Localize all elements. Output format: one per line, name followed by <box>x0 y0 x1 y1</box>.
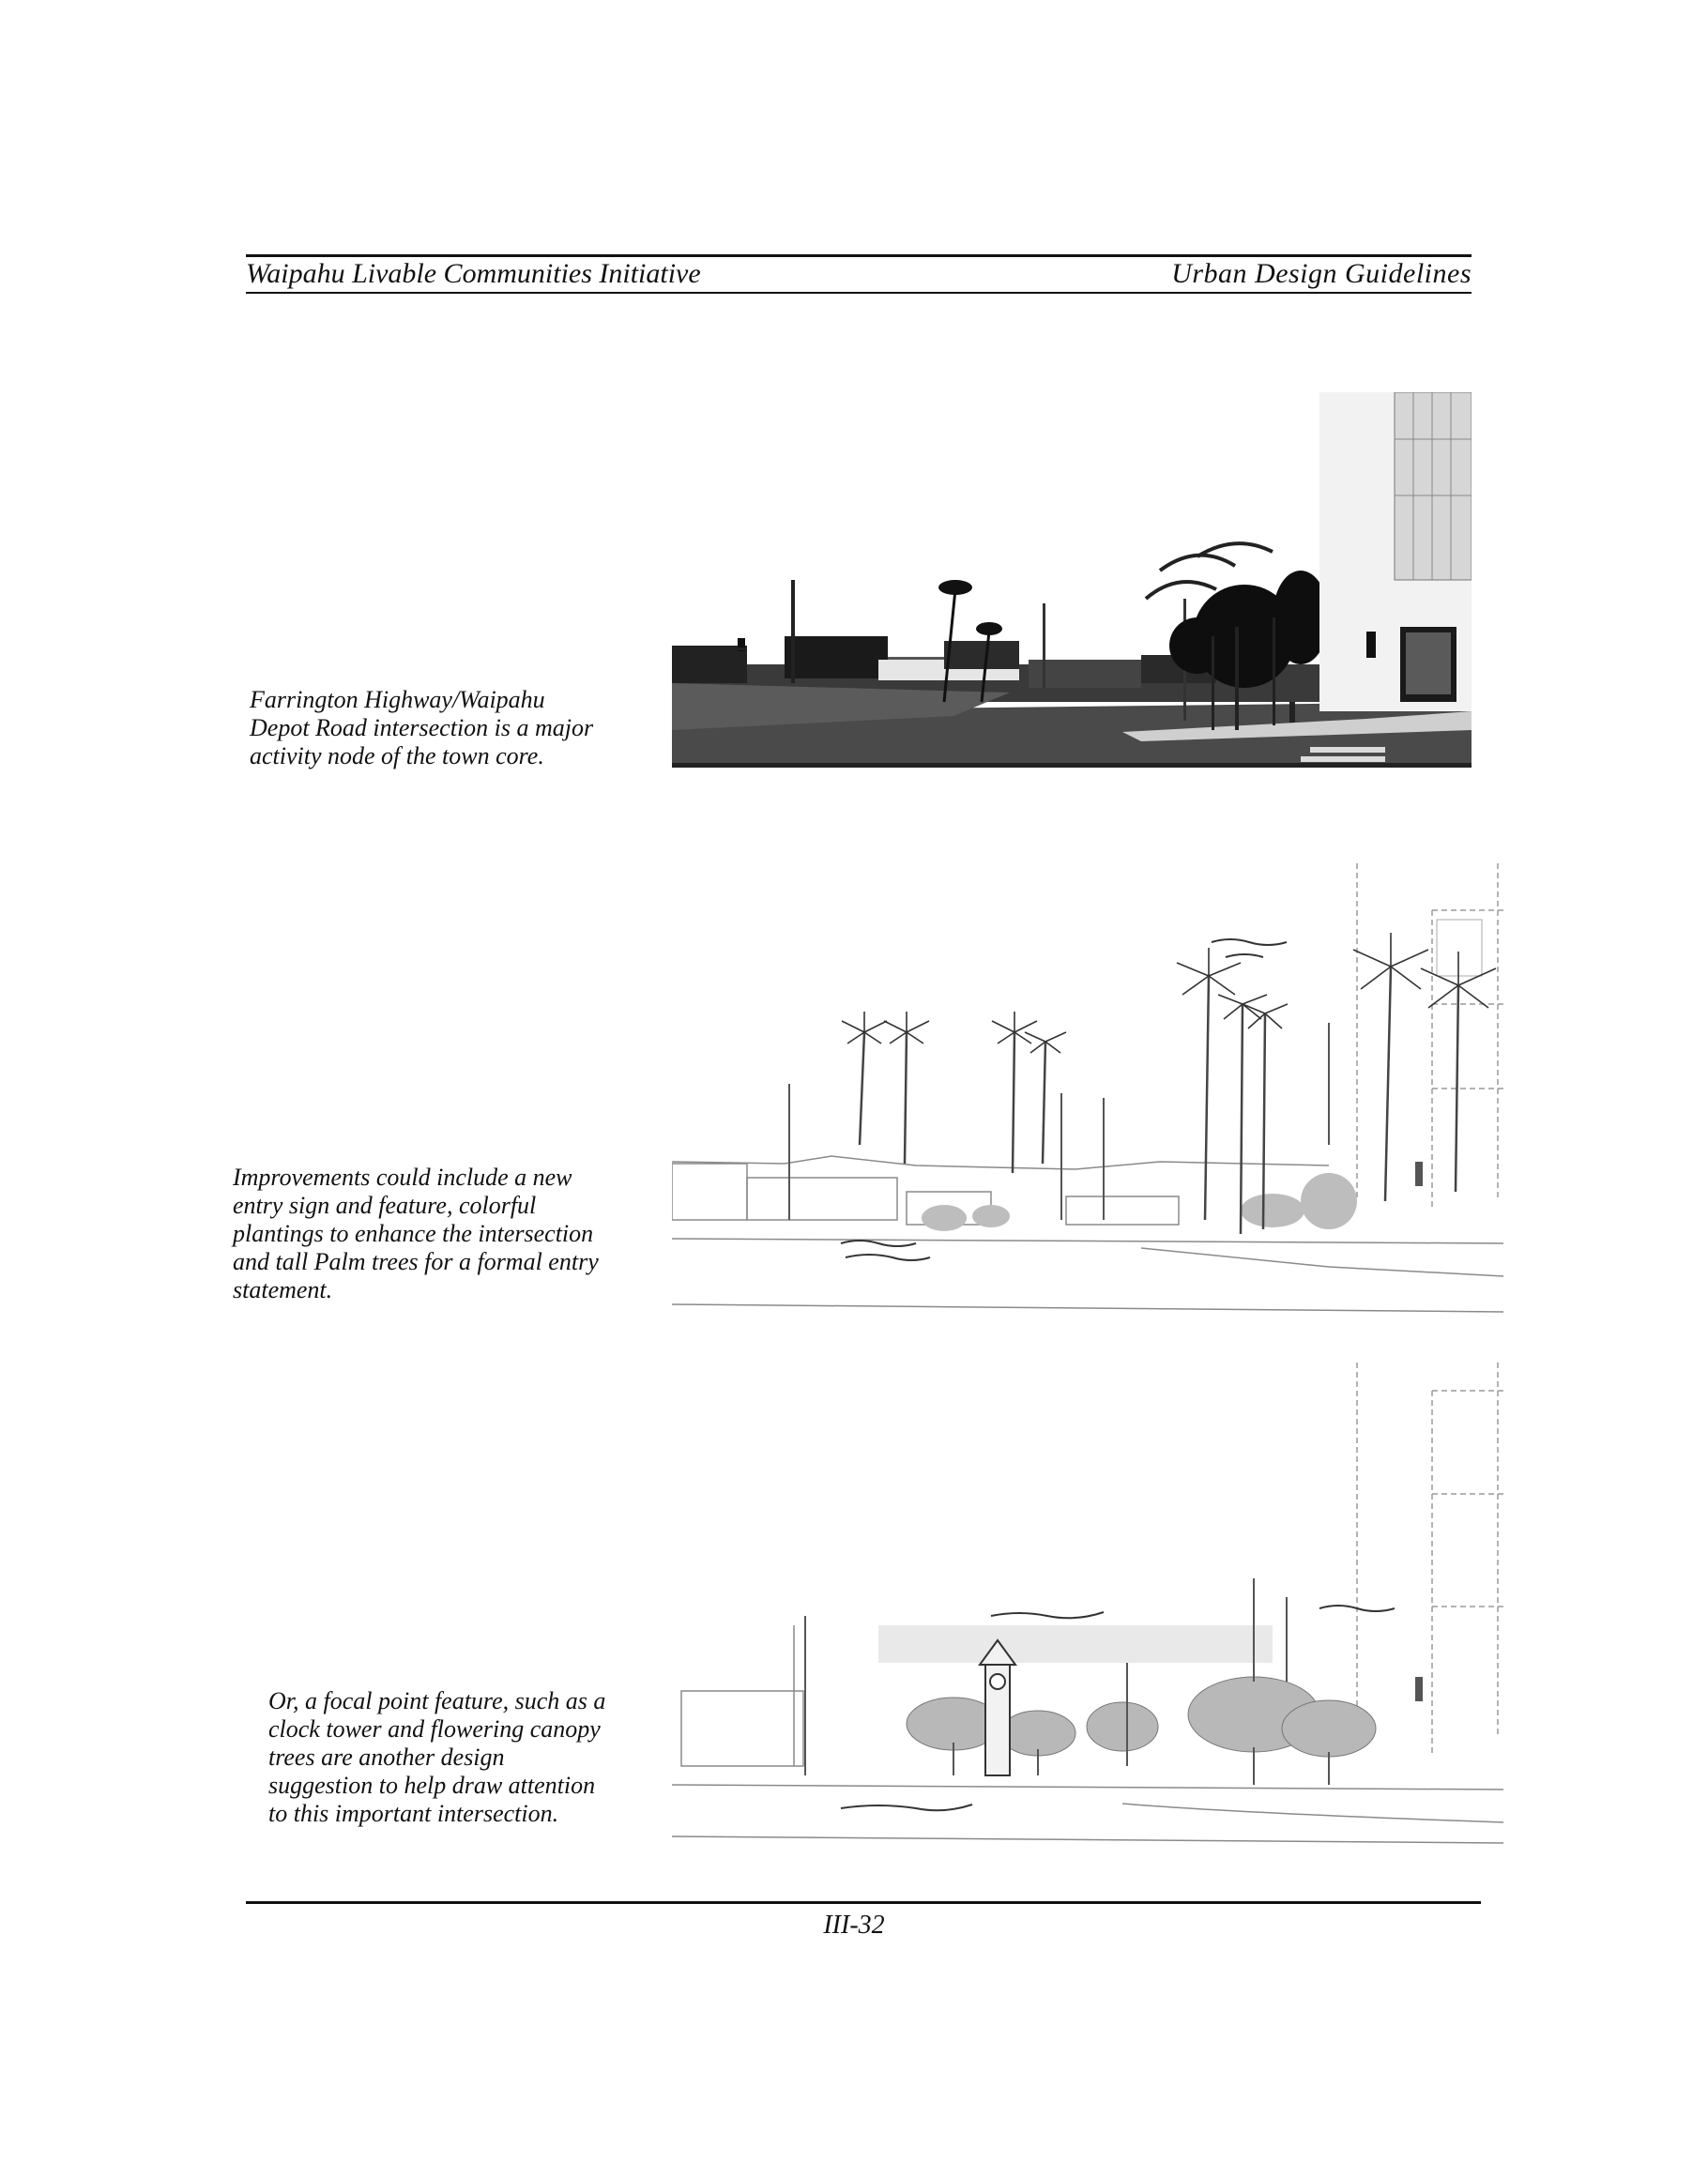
figure-caption-clock-tower-sketch: Or, a focal point feature, such as a clock tower and flowering canopy trees are another design suggestion to help draw attention to this important intersection. <box>268 1687 606 1827</box>
document-title: Waipahu Livable Communities Initiative <box>246 258 701 289</box>
header-rule-bottom <box>246 292 1472 294</box>
figure-caption-palm-entry-sketch: Improvements could include a new entry sign and feature, colorful plantings to enhance the intersection and tall Palm trees for a formal entry statement. <box>233 1164 599 1303</box>
section-title: Urban Design Guidelines <box>1171 258 1472 289</box>
footer-rule <box>246 1901 1481 1904</box>
palm-entry-sketch <box>672 863 1503 1333</box>
intersection-photo <box>672 392 1472 768</box>
clock-tower-sketch <box>672 1363 1503 1851</box>
figure-caption-intersection-photo: Farrington Highway/Waipahu Depot Road intersection is a major activity node of the town core. <box>250 686 594 769</box>
page-number: III-32 <box>823 1911 885 1940</box>
